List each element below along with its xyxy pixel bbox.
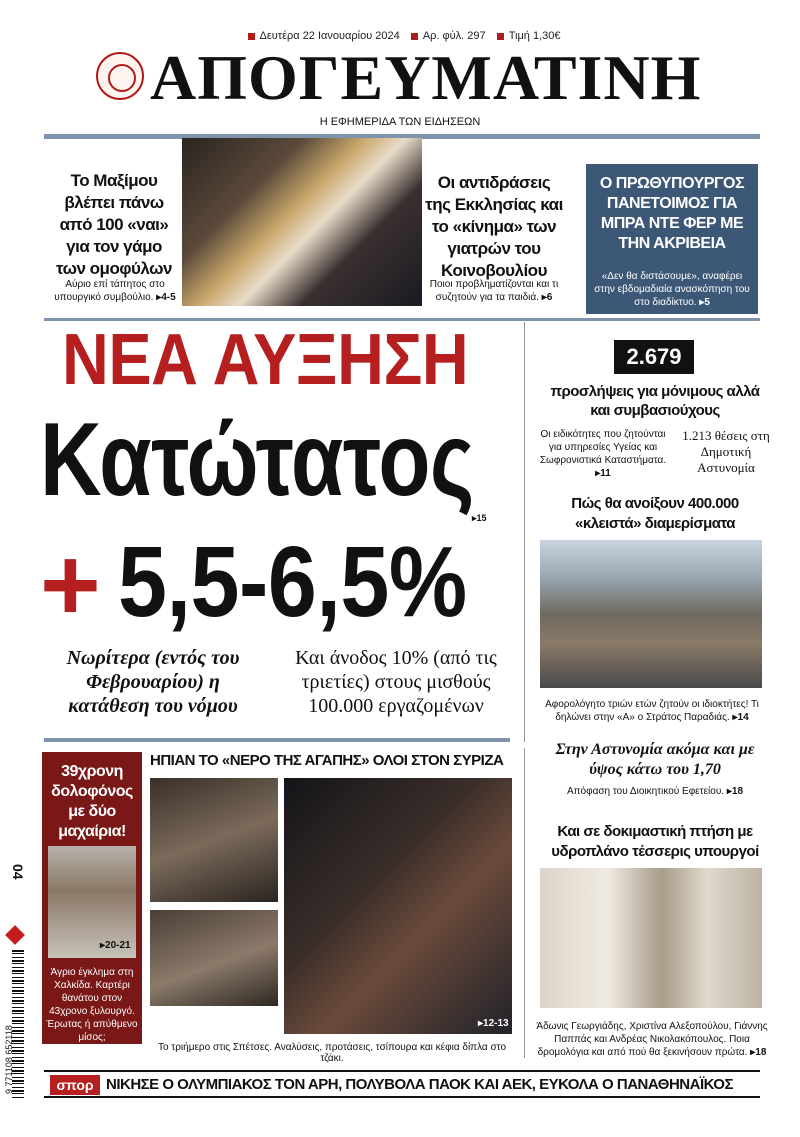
- murder-story-box[interactable]: [42, 752, 142, 1044]
- hires-title[interactable]: προσλήψεις για μόνιμους αλλά και συμβασιούχους: [550, 383, 760, 419]
- main-kicker: ΝΕΑ ΑΥΞΗΣΗ: [62, 320, 469, 400]
- story-church-title[interactable]: Οι αντιδράσεις της Εκκλησίας και το «κίνημα» των γιατρών του Κοινοβουλίου: [425, 173, 563, 280]
- issue-date: Δευτέρα 22 Ιανουαρίου 2024: [259, 30, 400, 42]
- apartments-photo: [540, 540, 762, 688]
- page-ref: ▸5: [699, 297, 710, 308]
- page-ref-number: 6: [546, 292, 553, 303]
- hires-sub-text: Οι ειδικότητες που ζητούνται για υπηρεσίες Υγείας και Σωφρονιστικά Καταστήματα.: [539, 429, 667, 466]
- page-ref: ▸18: [750, 1047, 767, 1058]
- sport-bar[interactable]: [44, 1070, 760, 1098]
- height-title[interactable]: Στην Αστυνομία ακόμα και με ύψος κάτω του 1,70: [555, 741, 755, 778]
- syriza-sub: Το τριήμερο στις Σπέτσες. Αναλύσεις, προτάσεις, τσίπουρα και κέφια δίπλα στο τζάκι.: [157, 1042, 507, 1064]
- sport-headline: ΝΙΚΗΣΕ Ο ΟΛΥΜΠΙΑΚΟΣ ΤΟΝ ΑΡΗ, ΠΟΛΥΒΟΛΑ ΠΑΟΚ ΚΑΙ ΑΕΚ, ΕΥΚΟΛΑ Ο ΠΑΝΑΘΗΝΑΪΚΟΣ: [106, 1076, 733, 1093]
- syriza-page-ref: ▸12-13: [478, 1018, 509, 1029]
- page-ref: ▸11: [595, 468, 611, 479]
- syriza-photo-2: [150, 910, 278, 1006]
- page-ref-number: 4-5: [161, 292, 176, 303]
- sport-tag: σπορ: [50, 1075, 100, 1095]
- bullet-square-icon: [411, 33, 418, 40]
- story-maximou-sub-text: Αύριο επί τάπητος στο υπουργικό συμβούλιο.: [54, 279, 165, 303]
- apartments-sub: [534, 698, 770, 724]
- page-ref: ▸6: [541, 292, 553, 303]
- diamond-icon: [5, 925, 25, 945]
- story-maximou-title[interactable]: Το Μαξίμου βλέπει πάνω από 100 «ναι» για τον γάμο των ομοφύλων: [56, 171, 172, 278]
- page-ref-number: 18: [731, 786, 744, 797]
- main-deck-left: Νωρίτερα (εντός του Φεβρουαρίου) η κατάθεση του νόμου: [66, 647, 240, 717]
- story-maximou-sub: [50, 278, 180, 304]
- syriza-photo-1: [150, 778, 278, 902]
- barcode-number: 9 771108 652118: [4, 1025, 14, 1094]
- hires-sub: [538, 428, 668, 480]
- height-sub: [540, 786, 770, 797]
- column-divider: [524, 748, 525, 1058]
- page-ref-number: 11: [600, 468, 611, 479]
- syriza-photo-3: [284, 778, 512, 1034]
- page-ref: ▸4-5: [156, 292, 176, 303]
- pm-story-sub-text: «Δεν θα διστάσουμε», αναφέρει στην εβδομαδιαία ανασκόπηση του στο διαδίκτυο.: [594, 271, 750, 308]
- page-ref-number: 18: [755, 1047, 767, 1058]
- main-percent: 5,5-6,5%: [118, 526, 467, 638]
- bullet-square-icon: [248, 33, 255, 40]
- main-headline[interactable]: Κατώτατος: [40, 402, 474, 518]
- murder-title: 39χρονη δολοφόνος με δύο μαχαίρια!: [51, 763, 133, 840]
- height-sub-text: Απόφαση του Διοικητικού Εφετείου.: [566, 786, 725, 797]
- main-page-ref: ▸15: [472, 513, 487, 523]
- pm-story-title: Ο ΠΡΩΘΥΠΟΥΡΓΟΣ ΠΑΝΕΤΟΙΜΟΣ ΓΙΑ ΜΠΡΑ ΝΤΕ ΦΕΡ ΜΕ ΤΗΝ ΑΚΡΙΒΕΙΑ: [599, 175, 745, 252]
- main-deck-right: Και άνοδος 10% (από τις τριετίες) στους μισθούς 100.000 εργαζομένων: [295, 647, 497, 717]
- page-ref-number: 15: [476, 513, 487, 523]
- murder-page-ref: ▸20-21: [100, 940, 131, 951]
- bullet-square-icon: [497, 33, 504, 40]
- apartments-title[interactable]: Πώς θα ανοίξουν 400.000 «κλειστά» διαμερίσματα: [571, 495, 739, 532]
- page-ref: ▸18: [726, 786, 744, 797]
- page-ref-number: 5: [704, 297, 710, 308]
- issue-week-number: 04: [10, 864, 26, 880]
- police-seats: 1.213 θέσεις στη Δημοτική Αστυνομία: [682, 428, 770, 475]
- issue-number: Αρ. φύλ. 297: [422, 30, 486, 42]
- masthead-title: ΑΠΟΓΕΥΜΑΤΙΝΗ: [150, 42, 702, 113]
- masthead-seal-icon: [96, 52, 144, 100]
- page-ref: ▸14: [732, 712, 749, 723]
- story-church-sub-text: Ποιοι προβληματίζονται και τι συζητούν για τα παιδιά.: [429, 279, 559, 303]
- seaplane-sub-text: Άδωνις Γεωργιάδης, Χριστίνα Αλεξοπούλου, Γιάννης Παππάς και Ανδρέας Νικολακόπουλος. Ποια δρομολόγια και από πού θα ξεκινήσουν πρώτα.: [536, 1021, 768, 1058]
- section-rule: [44, 738, 510, 742]
- seaplane-title[interactable]: Και σε δοκιμαστική πτήση με υδροπλάνο τέσσερις υπουργοί: [551, 823, 759, 860]
- issue-price: Τιμή 1,30€: [508, 30, 561, 42]
- hires-number: 2.679: [614, 340, 694, 374]
- date-line: [0, 30, 800, 42]
- page-ref-number: 20-21: [105, 940, 131, 951]
- story-photo-clergy: [182, 138, 422, 306]
- murder-sub: Άγριο έγκλημα στη Χαλκίδα. Καρτέρι θανάτου στον 43χρονο ξυλουργό. Έρωτας ή απύθμενο μίσος;: [46, 967, 138, 1043]
- masthead-tagline: Η ΕΦΗΜΕΡΙΔΑ ΤΩΝ ΕΙΔΗΣΕΩΝ: [319, 116, 481, 128]
- seaplane-photo: [540, 868, 762, 1008]
- page-ref-number: 12-13: [483, 1018, 509, 1029]
- main-plus-sign: +: [40, 527, 101, 643]
- column-divider: [524, 322, 525, 742]
- seaplane-sub: [534, 1020, 770, 1059]
- story-church-sub: [425, 278, 563, 304]
- pm-story-sub: [592, 270, 752, 309]
- apartments-sub-text: Αφορολόγητο τριών ετών ζητούν οι ιδιοκτήτες! Τι δηλώνει στην «Α» ο Στράτος Παραδιάς.: [545, 699, 759, 723]
- syriza-title[interactable]: ΗΠΙΑΝ ΤΟ «ΝΕΡΟ ΤΗΣ ΑΓΑΠΗΣ» ΟΛΟΙ ΣΤΟΝ ΣΥΡΙΖΑ: [150, 752, 504, 769]
- page-ref-number: 14: [737, 712, 749, 723]
- pm-story-box[interactable]: [586, 164, 758, 314]
